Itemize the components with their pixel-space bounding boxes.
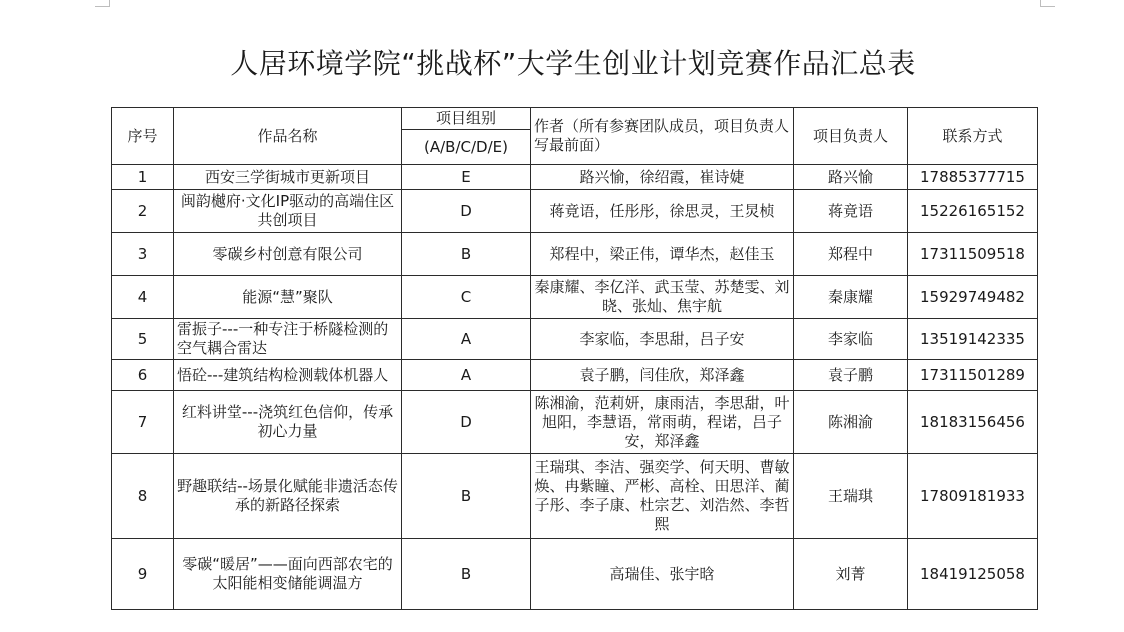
table-row [112, 276, 1038, 319]
cell-index: 6 [112, 360, 174, 391]
cell-authors: 高瑞佳、张宇晗 [531, 539, 794, 610]
header-index: 序号 [112, 108, 174, 165]
header-name: 作品名称 [174, 108, 402, 165]
cell-contact: 13519142335 [908, 319, 1038, 360]
cell-group: C [402, 276, 531, 319]
cell-leader: 袁子鹏 [794, 360, 908, 391]
cell-authors: 王瑞琪、李洁、强奕学、何天明、曹敏焕、冉紫瞳、严彬、高栓、田思洋、蔺子彤、李子康、杜宗艺、刘浩然、李哲熙 [531, 454, 794, 539]
cell-authors: 路兴愉，徐绍霞，崔诗婕 [531, 165, 794, 190]
cell-contact: 17311509518 [908, 233, 1038, 276]
header-group-sub: (A/B/C/D/E) [402, 130, 531, 165]
cell-authors: 陈湘渝，范莉妍，康雨洁，李思甜，叶旭阳，李慧语，常雨萌，程诺，吕子安，郑泽鑫 [531, 391, 794, 454]
cell-group: B [402, 233, 531, 276]
table-row [112, 190, 1038, 233]
table-row [112, 165, 1038, 190]
cell-contact: 17885377715 [908, 165, 1038, 190]
crop-mark-right [1040, 0, 1055, 7]
cell-contact: 18419125058 [908, 539, 1038, 610]
cell-name: 零碳乡村创意有限公司 [174, 233, 402, 276]
cell-index: 3 [112, 233, 174, 276]
table-row [112, 391, 1038, 454]
cell-leader: 路兴愉 [794, 165, 908, 190]
cell-contact: 17809181933 [908, 454, 1038, 539]
cell-index: 9 [112, 539, 174, 610]
cell-authors: 蒋竟语，任彤彤，徐思灵，王炅桢 [531, 190, 794, 233]
cell-index: 1 [112, 165, 174, 190]
header-group: 项目组别 [402, 108, 531, 130]
cell-group: A [402, 360, 531, 391]
table-row [112, 360, 1038, 391]
cell-contact: 15226165152 [908, 190, 1038, 233]
cell-leader: 刘菁 [794, 539, 908, 610]
cell-group: D [402, 190, 531, 233]
cell-leader: 秦康耀 [794, 276, 908, 319]
cell-index: 8 [112, 454, 174, 539]
table-row [112, 454, 1038, 539]
summary-table [111, 107, 1038, 610]
cell-name: 雷振子---一种专注于桥隧检测的空气耦合雷达 [174, 319, 402, 360]
cell-name: 零碳“暖居”——面向西部农宅的太阳能相变储能调温方 [174, 539, 402, 610]
cell-leader: 陈湘渝 [794, 391, 908, 454]
cell-name: 野趣联结--场景化赋能非遗活态传承的新路径探索 [174, 454, 402, 539]
cell-contact: 18183156456 [908, 391, 1038, 454]
cell-leader: 王瑞琪 [794, 454, 908, 539]
cell-group: E [402, 165, 531, 190]
cell-authors: 秦康耀、李亿洋、武玉莹、苏楚雯、刘晓、张灿、焦宇航 [531, 276, 794, 319]
table-row [112, 233, 1038, 276]
cell-group: B [402, 454, 531, 539]
table-row [112, 319, 1038, 360]
cell-name: 西安三学街城市更新项目 [174, 165, 402, 190]
cell-index: 2 [112, 190, 174, 233]
header-leader: 项目负责人 [794, 108, 908, 165]
cell-index: 7 [112, 391, 174, 454]
page-title: 人居环境学院“挑战杯”大学生创业计划竞赛作品汇总表 [230, 47, 916, 80]
cell-authors: 袁子鹏，闫佳欣，郑泽鑫 [531, 360, 794, 391]
cell-group: B [402, 539, 531, 610]
cell-authors: 郑程中，梁正伟，谭华杰，赵佳玉 [531, 233, 794, 276]
cell-name: 闽韵樾府·文化IP驱动的高端住区共创项目 [174, 190, 402, 233]
cell-contact: 17311501289 [908, 360, 1038, 391]
cell-index: 5 [112, 319, 174, 360]
cell-leader: 李家临 [794, 319, 908, 360]
cell-name: 悟砼---建筑结构检测载体机器人 [174, 360, 402, 391]
cell-name: 能源“慧”聚队 [174, 276, 402, 319]
cell-group: A [402, 319, 531, 360]
table-row [112, 539, 1038, 610]
crop-mark-left [95, 0, 110, 7]
cell-authors: 李家临，李思甜，吕子安 [531, 319, 794, 360]
header-authors: 作者（所有参赛团队成员，项目负责人写最前面） [531, 108, 794, 165]
cell-leader: 蒋竟语 [794, 190, 908, 233]
cell-group: D [402, 391, 531, 454]
cell-name: 红料讲堂---浇筑红色信仰，传承初心力量 [174, 391, 402, 454]
cell-leader: 郑程中 [794, 233, 908, 276]
cell-contact: 15929749482 [908, 276, 1038, 319]
header-contact: 联系方式 [908, 108, 1038, 165]
cell-index: 4 [112, 276, 174, 319]
